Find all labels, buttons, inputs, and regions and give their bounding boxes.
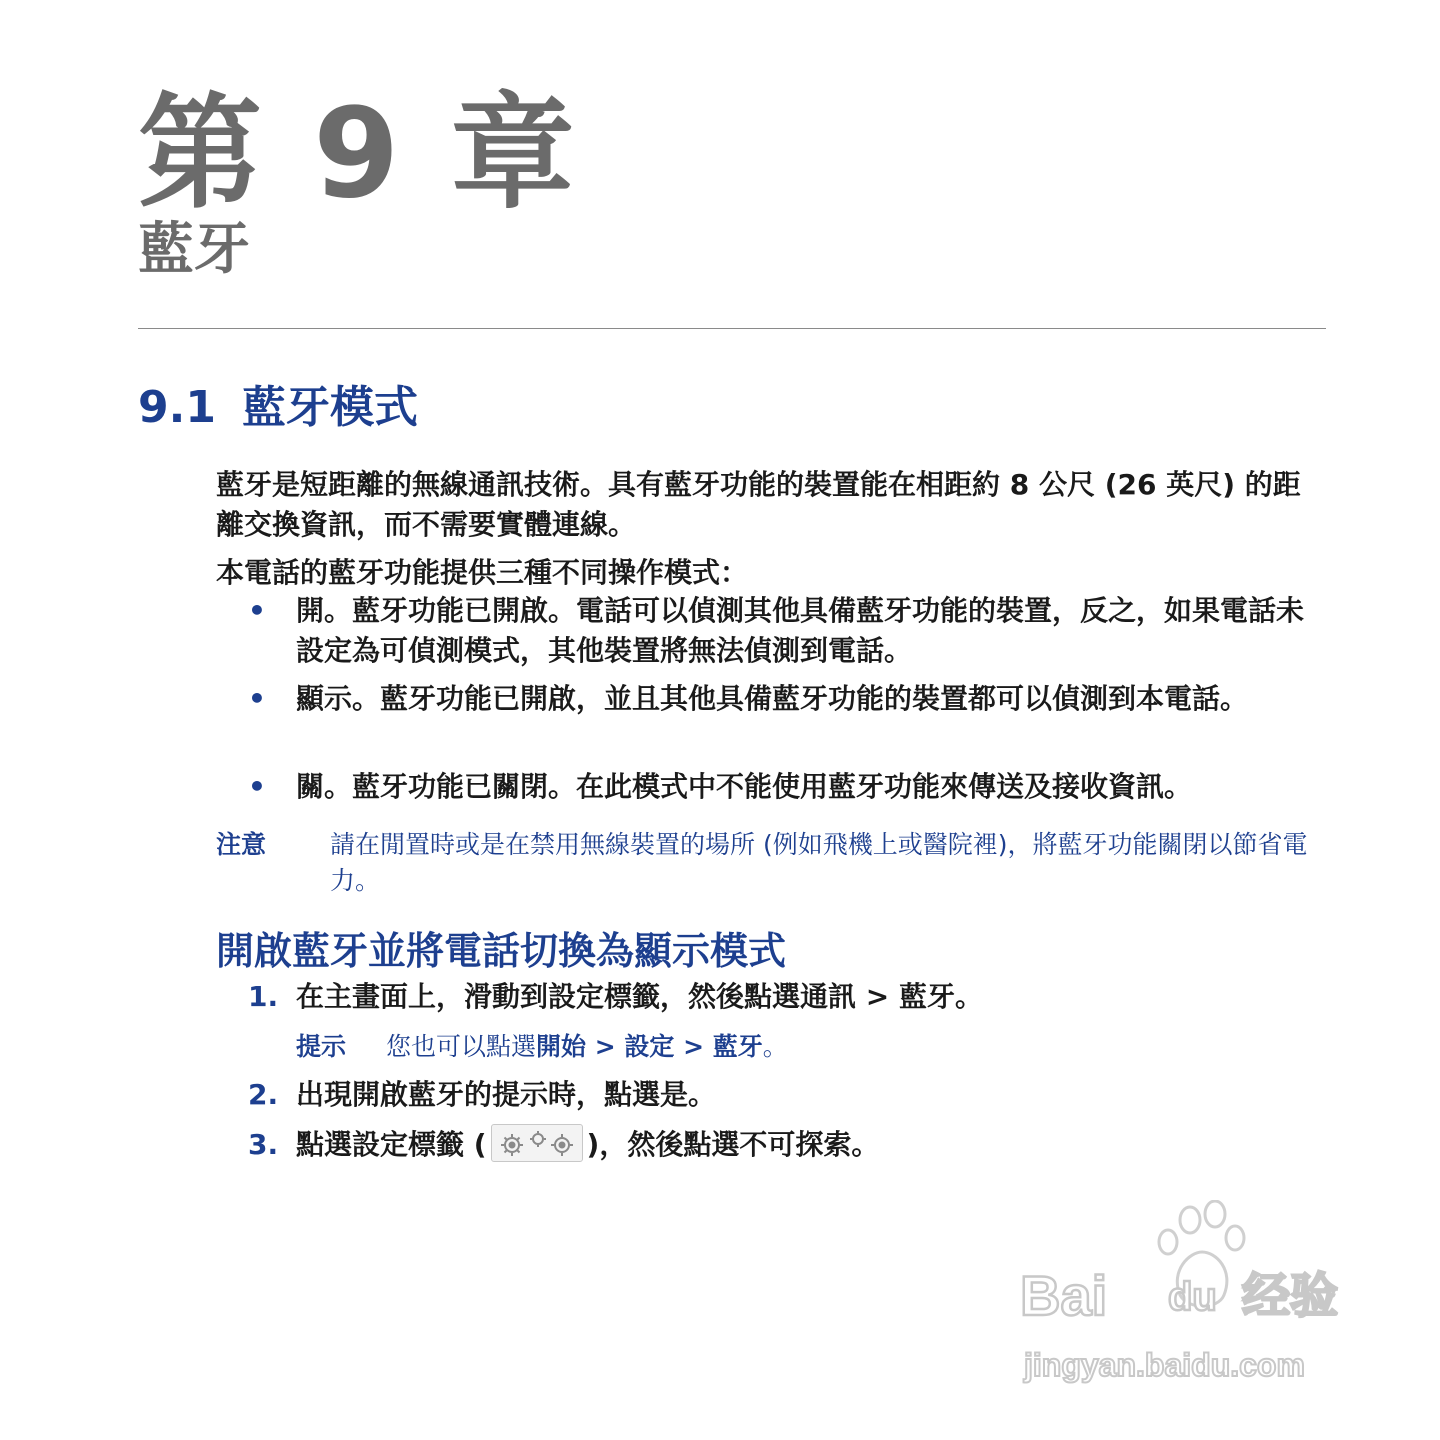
step-text: 出現開啟藍牙的提示時，點選是。 [296, 1078, 717, 1111]
baidu-jingyan-watermark [1020, 1200, 1360, 1400]
chapter-title: 藍牙 [138, 217, 250, 282]
chapter-number: 第 9 章 [138, 82, 579, 226]
mode-item-visible [248, 679, 1328, 719]
tip-prefix: 您也可以點選 [386, 1032, 537, 1061]
tip-suffix: 。 [762, 1032, 788, 1061]
bullet-icon: • [248, 594, 266, 627]
section-heading [138, 382, 418, 433]
step-text-before: 點選設定標籤 ( [296, 1128, 487, 1161]
section-number: 9.1 [138, 382, 216, 433]
mode-item-on [248, 591, 1328, 671]
note-label: 注意 [216, 830, 267, 859]
mode-text: 開。藍牙功能已開啟。電話可以偵測其他具備藍牙功能的裝置，反之，如果電話未設定為可偵測模式，其他裝置將無法偵測到電話。 [296, 594, 1305, 667]
note-text: 請在閒置時或是在禁用無線裝置的場所 (例如飛機上或醫院裡)，將藍牙功能關閉以節省電力。 [330, 830, 1308, 895]
mode-text: 關。藍牙功能已關閉。在此模式中不能使用藍牙功能來傳送及接收資訊。 [296, 770, 1193, 803]
divider [138, 328, 1326, 329]
step-number: 2. [248, 1078, 279, 1111]
intro-paragraph: 藍牙是短距離的無線通訊技術。具有藍牙功能的裝置能在相距約 8 公尺 (26 英尺) 的距離交換資訊，而不需要實體連線。 [216, 468, 1301, 541]
step-2 [248, 1075, 1328, 1115]
mode-text: 顯示。藍牙功能已開啟，並且其他具備藍牙功能的裝置都可以偵測到本電話。 [296, 682, 1249, 715]
step-1 [248, 977, 1328, 1017]
tip-path: 開始 > 設定 > 藍牙 [536, 1032, 763, 1061]
mode-item-off [248, 767, 1328, 807]
step-number: 3. [248, 1128, 279, 1161]
bullet-icon: • [248, 682, 266, 715]
settings-tab-gears-icon [491, 1124, 583, 1162]
step-text: 在主畫面上，滑動到設定標籤，然後點選通訊 > 藍牙。 [296, 980, 983, 1013]
step-text-after: )，然後點選不可探索。 [586, 1128, 880, 1161]
procedure-title: 開啟藍牙並將電話切換為顯示模式 [216, 929, 787, 973]
watermark-brand-du: du [1168, 1275, 1217, 1319]
watermark-brand-cn: 经验 [1242, 1268, 1339, 1324]
tip-label: 提示 [296, 1032, 347, 1061]
step-3 [248, 1125, 1328, 1165]
tip-text [386, 1030, 788, 1064]
bullet-icon: • [248, 770, 266, 803]
step-number: 1. [248, 980, 279, 1013]
watermark-brand: Bai [1020, 1264, 1108, 1327]
section-title: 藍牙模式 [242, 382, 418, 433]
watermark-url: jingyan.baidu.com [1024, 1347, 1305, 1383]
modes-intro: 本電話的藍牙功能提供三種不同操作模式： [216, 556, 749, 589]
